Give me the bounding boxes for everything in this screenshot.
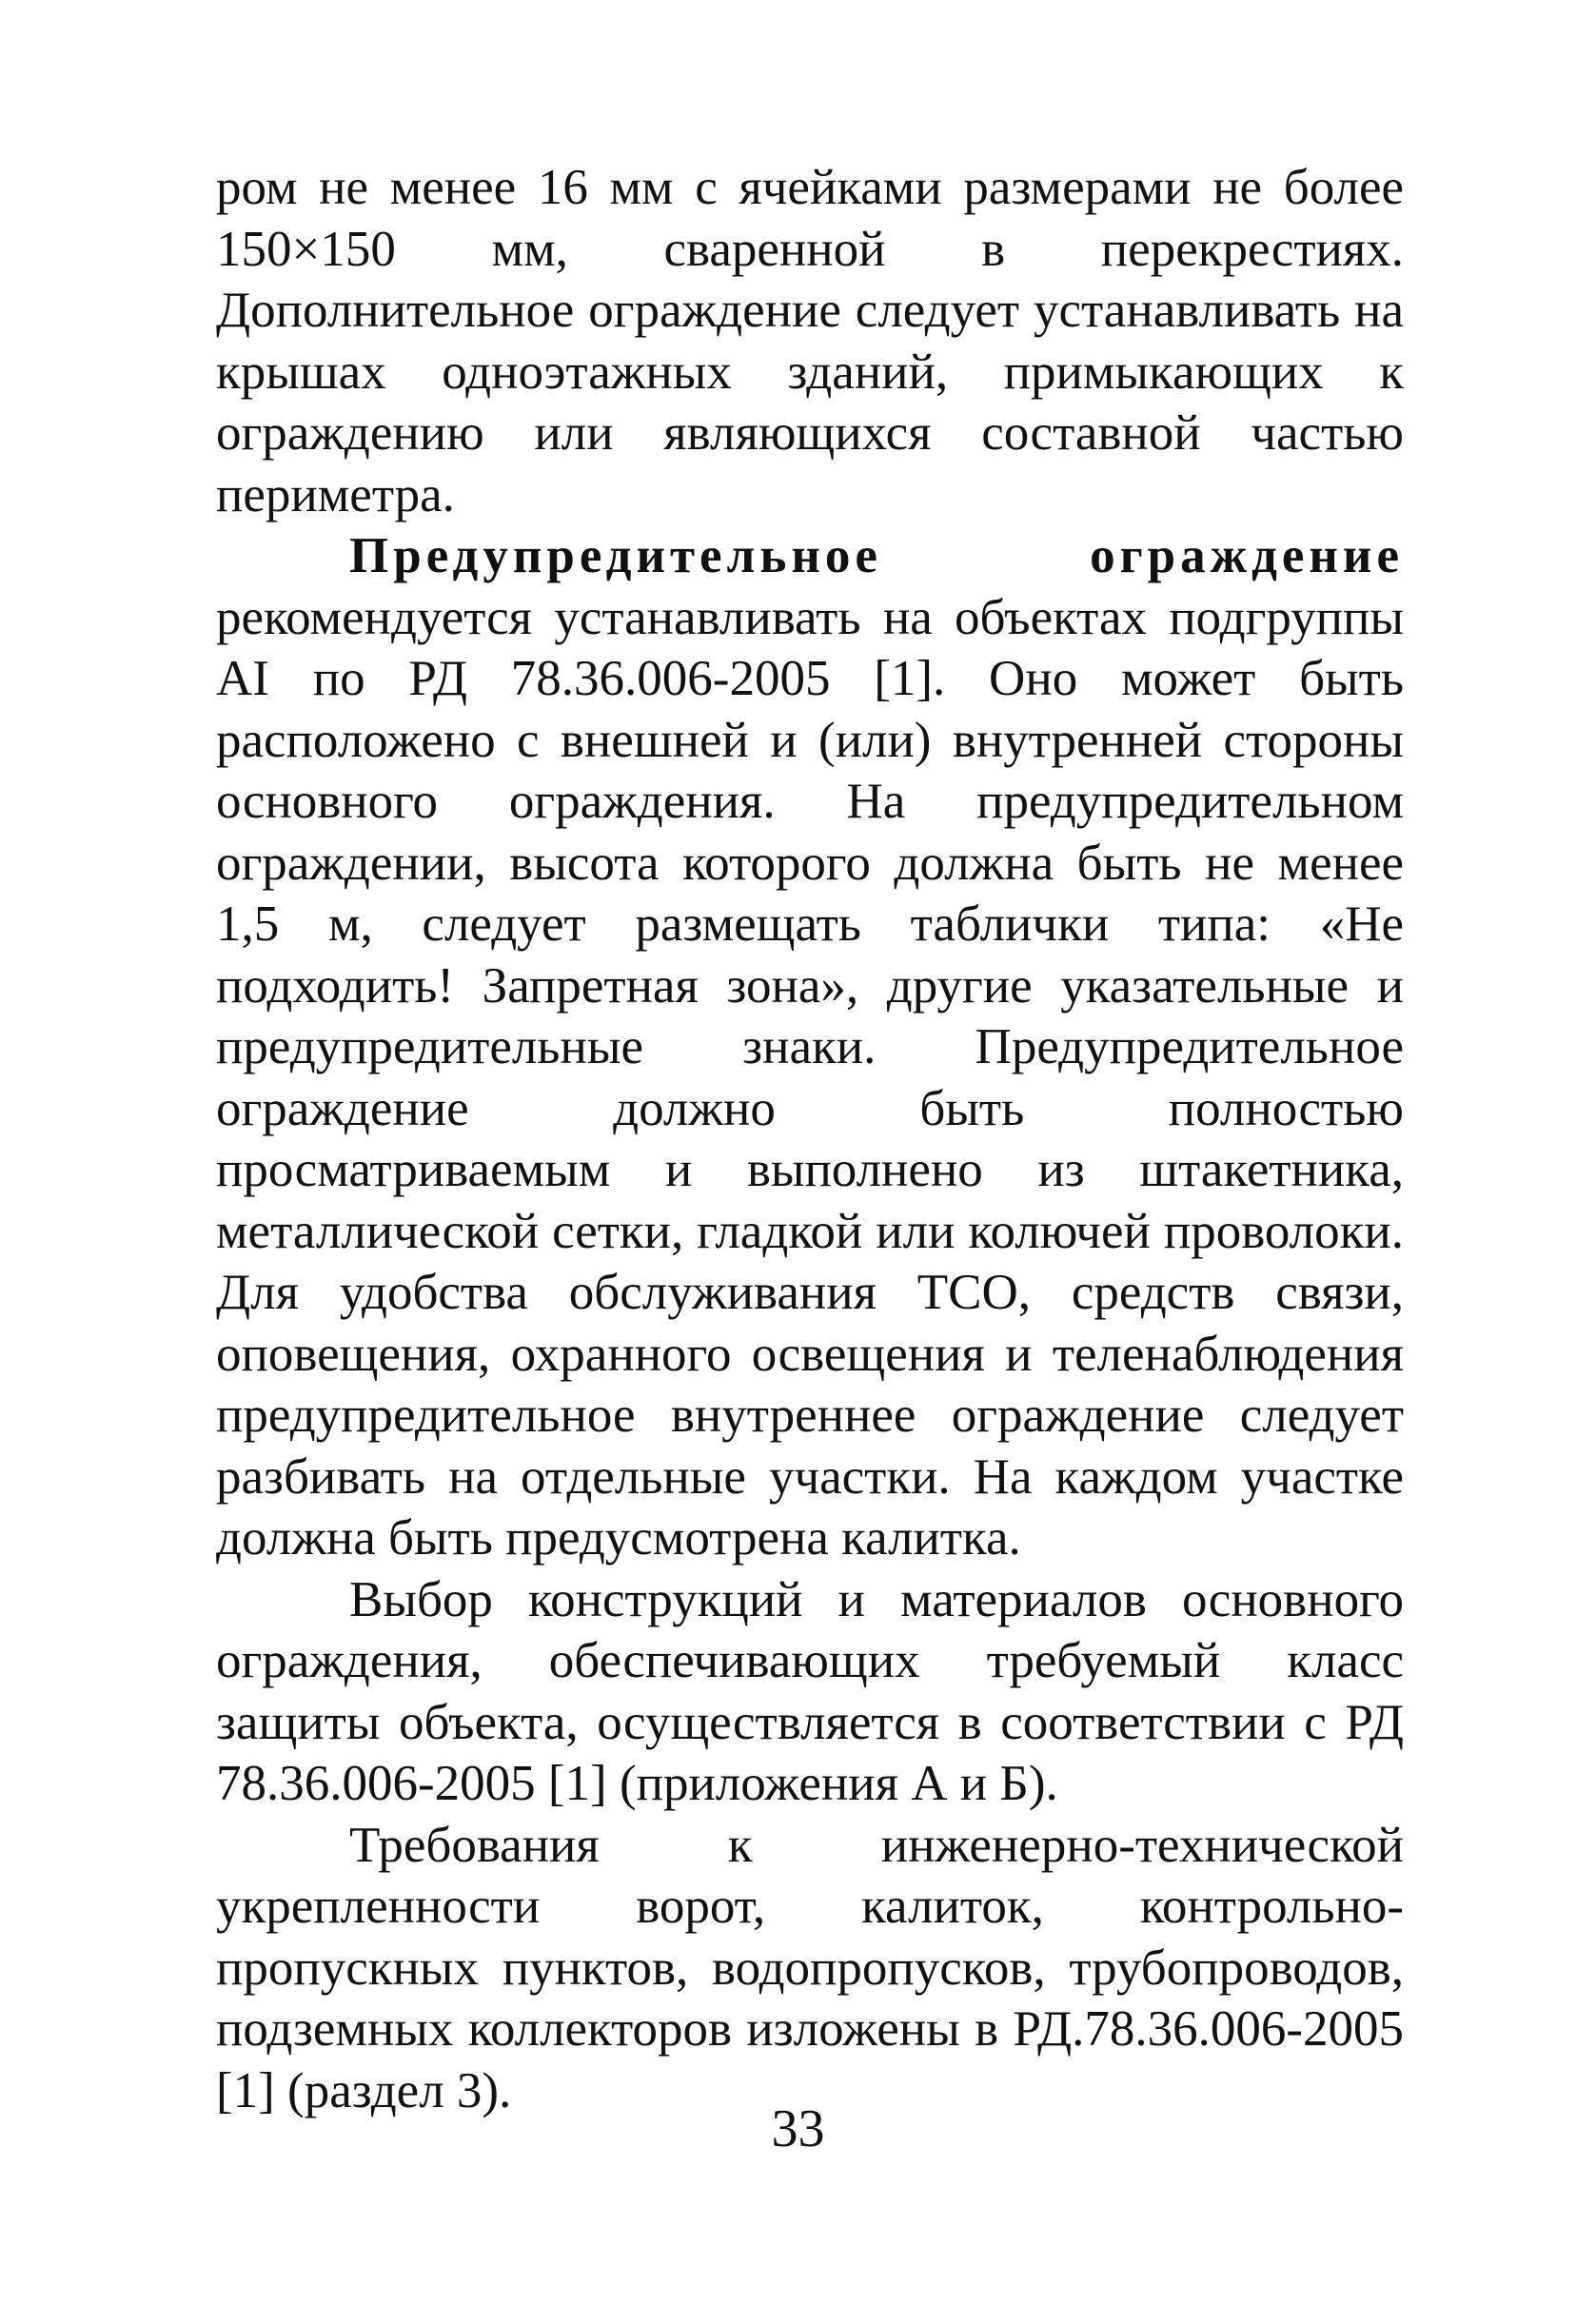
paragraph-requirements: Требования к инженерно-технической укрепленности ворот, калиток, контрольно-пропускных пунктов, водопропусков, трубопроводов, подземных коллекторов изложены в РД.78.36.006-2005 [1] (раздел 3).: [216, 1817, 1404, 2118]
paragraph-warning-fence: [216, 525, 1404, 1569]
page-number: 33: [771, 2099, 825, 2158]
term-warning-fence: Предупредительное ограждение: [349, 528, 1404, 583]
paragraph-warning-fence-text: рекомендуется устанавливать на объектах подгруппы АI по РД 78.36.006-2005 [1]. Оно может быть расположено с внешней и (или) внутренней стороны основного ограждения. На предупредительном ограждении, высота которого должна быть не менее 1,5 м, следует размещать таблички типа: «Не подходить! Запретная зона», другие указательные и предупредительные знаки. Предупредительное ограждение должно быть полностью просматриваемым и выполнено из штакетника, металлической сетки, гладкой или колючей проволоки. Для удобства обслуживания ТСО, средств связи, оповещения, охранного освещения и теленаблюдения предупредительное внутреннее ограждение следует разбивать на отдельные участки. На каждом участке должна быть предусмотрена калитка.: [216, 589, 1404, 1566]
paragraph-continuation: ром не менее 16 мм с ячейками размерами не более 150×150 мм, сваренной в перекрестиях. Дополнительное ограждение следует устанавливать на крышах одноэтажных зданий, примыкающих к ограждению или являющихся составной частью периметра.: [216, 160, 1404, 522]
paragraph-construction-choice: Выбор конструкций и материалов основного ограждения, обеспечивающих требуемый класс защиты объекта, осуществляется в соответствии с РД 78.36.006-2005 [1] (приложения А и Б).: [216, 1571, 1404, 1811]
body-text: [216, 157, 1404, 2121]
